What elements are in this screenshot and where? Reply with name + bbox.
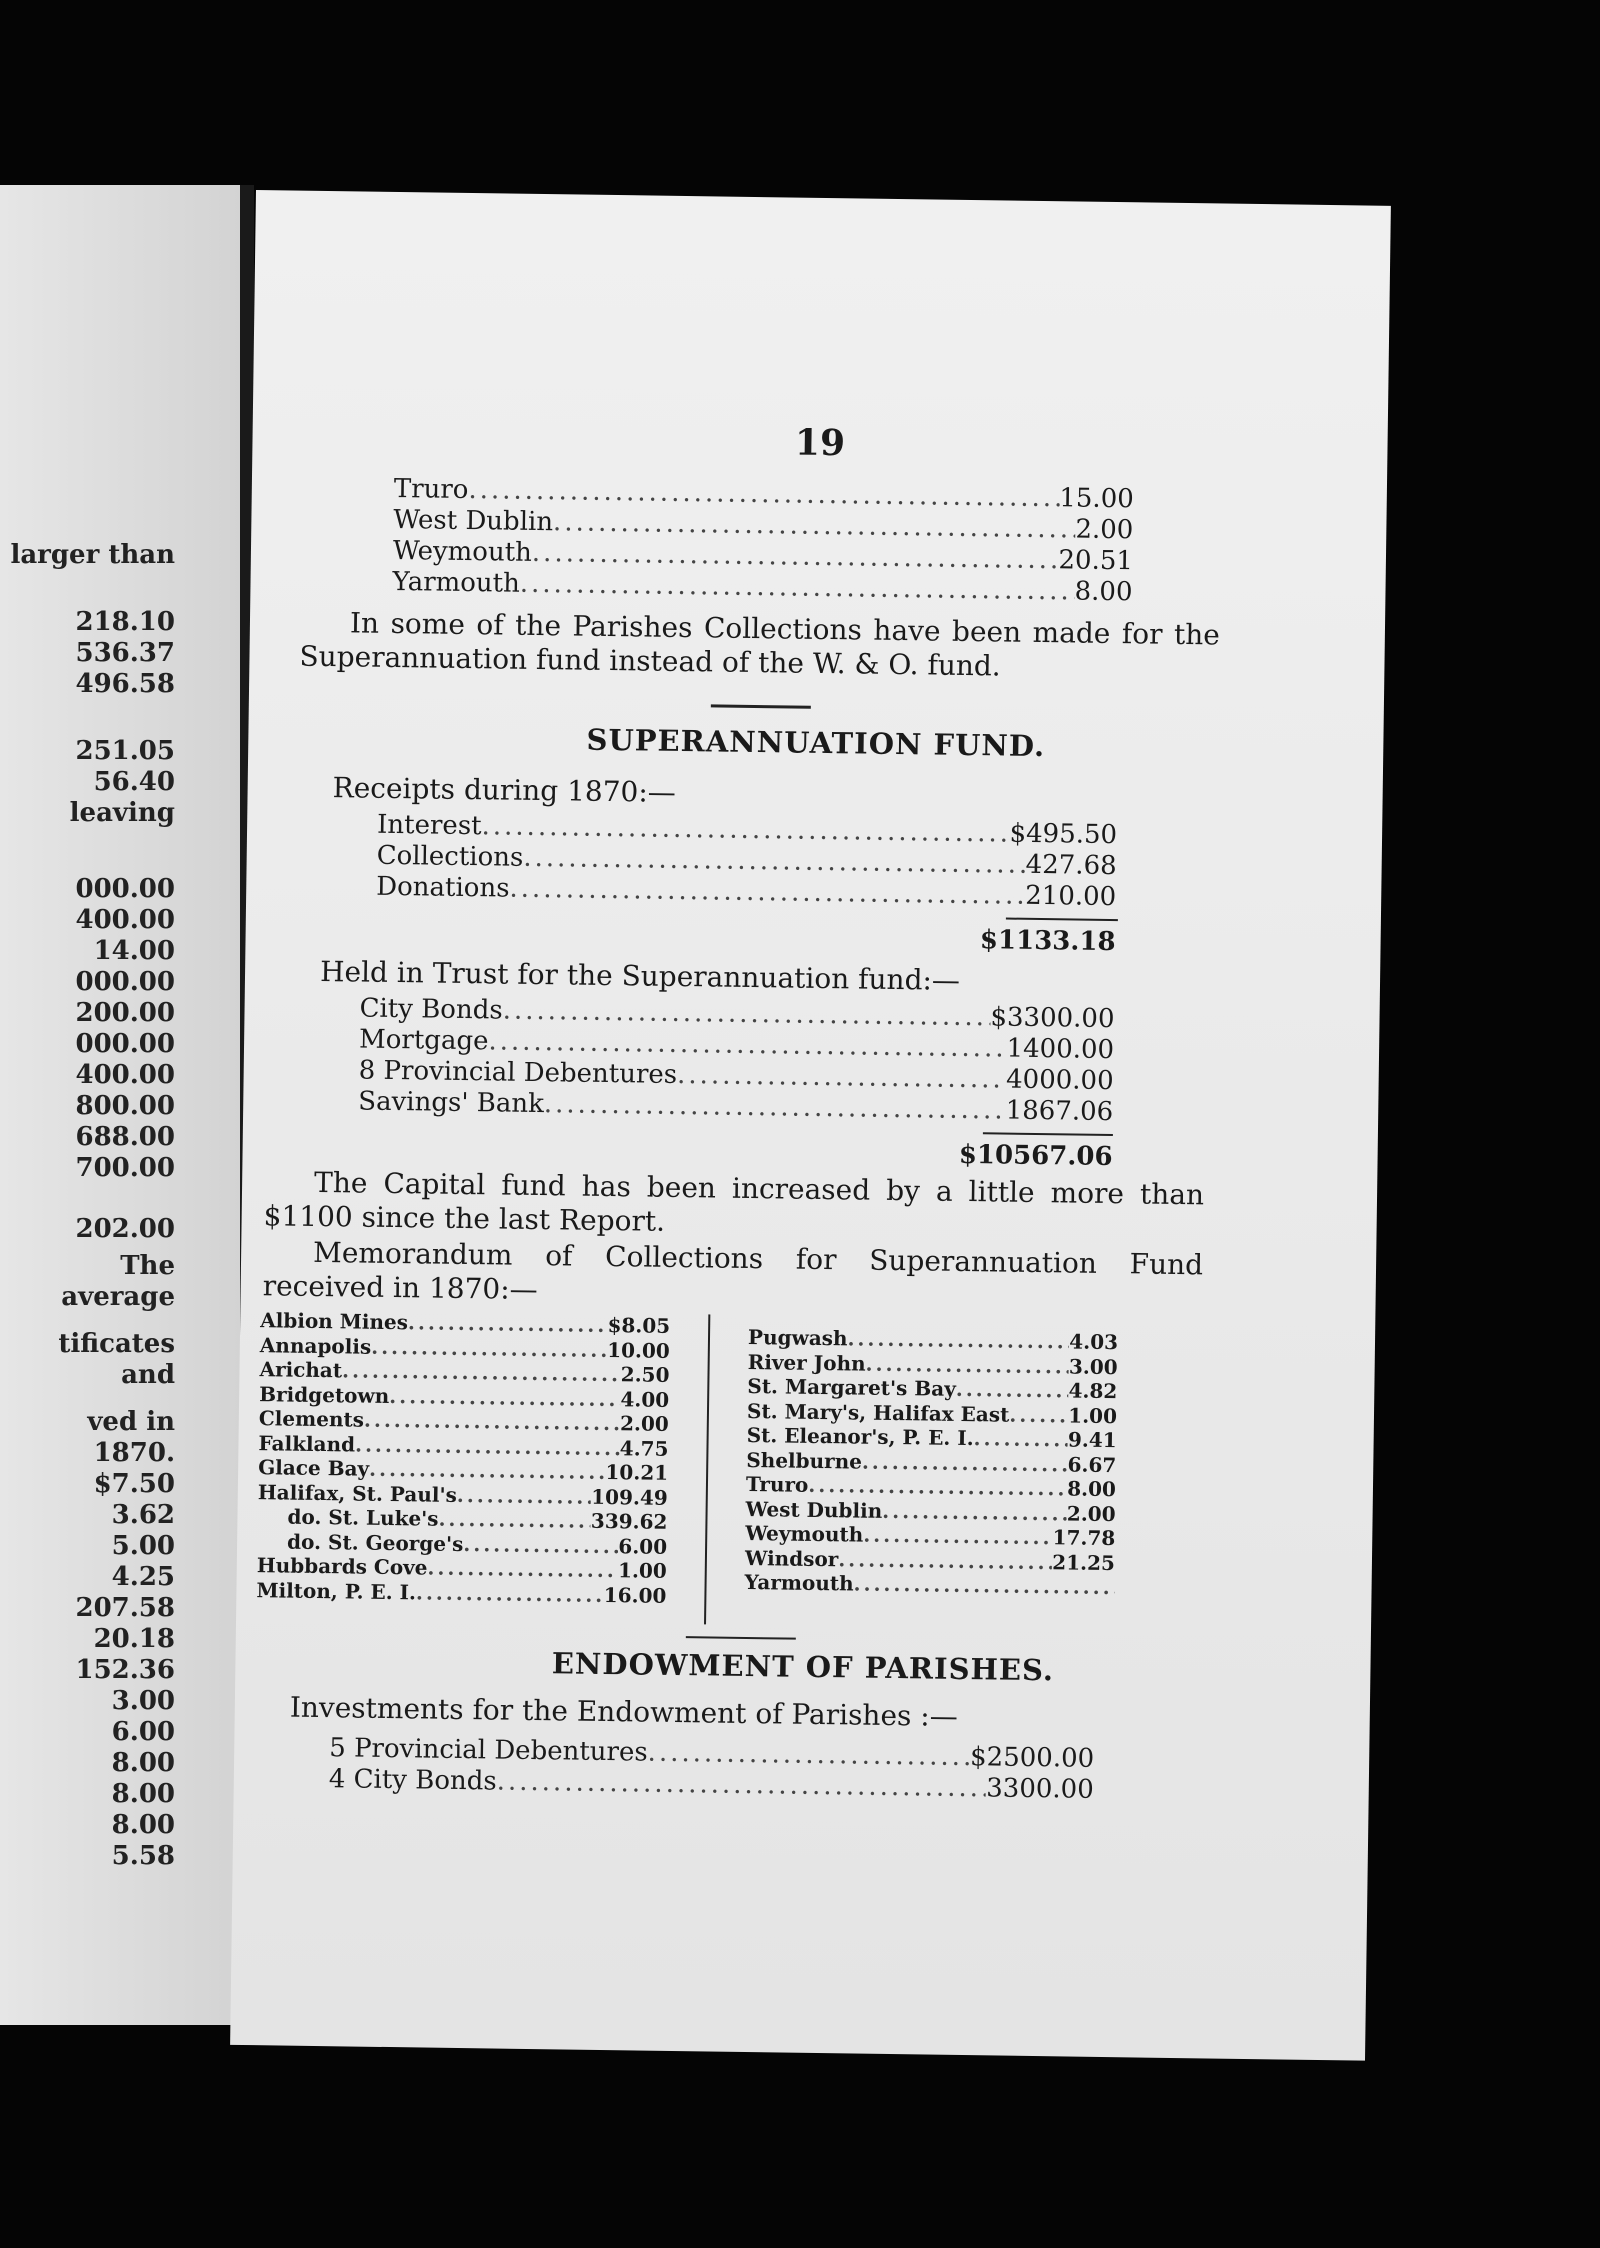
left-line: 496.58: [75, 669, 175, 699]
left-page-text: [0, 540, 175, 1872]
leader-dots: [457, 1482, 592, 1508]
item-amount: 3300.00: [986, 1773, 1094, 1805]
item-label: Yarmouth: [744, 1569, 854, 1596]
memo-right-list: [744, 1325, 1118, 1600]
list-item: [744, 1570, 1114, 1600]
memo-title: Memorandum of Collections for Superannuation Fund received in 1870:—: [262, 1235, 1204, 1307]
item-label: 5 Provincial Debentures: [329, 1733, 648, 1768]
leader-dots: [408, 1310, 608, 1337]
item-label: West Dublin: [745, 1496, 883, 1523]
document-page: [230, 190, 1391, 2061]
left-line: 8.00: [111, 1810, 175, 1840]
column-divider: [704, 1314, 710, 1624]
item-label: Weymouth: [392, 535, 533, 568]
leader-dots: [427, 1556, 618, 1583]
leader-dots: [853, 1571, 1114, 1599]
leader-dots: [956, 1377, 1069, 1403]
item-amount: 4000.00: [1005, 1064, 1114, 1097]
item-amount: 20.51: [1058, 545, 1134, 577]
leader-dots: [389, 1383, 621, 1411]
leader-dots: [544, 1089, 1006, 1126]
left-line: 8.00: [111, 1748, 175, 1778]
left-line: 5.58: [111, 1841, 175, 1871]
left-line: 3.00: [111, 1686, 175, 1716]
item-label: St. Mary's, Halifax East: [746, 1398, 1010, 1427]
item-amount: 21.25: [1052, 1549, 1116, 1575]
leader-dots: [364, 1408, 620, 1436]
item-label: City Bonds: [359, 993, 503, 1026]
left-line: 218.10: [75, 607, 175, 637]
total-rule: [983, 1132, 1113, 1136]
item-label: 4 City Bonds: [328, 1764, 497, 1797]
item-label: 8 Provincial Debentures: [358, 1055, 678, 1090]
item-amount: 6.00: [618, 1533, 668, 1559]
item-amount: 3.00: [1068, 1353, 1118, 1379]
item-amount: 1400.00: [1006, 1033, 1115, 1066]
section-divider: [686, 1636, 796, 1640]
left-line: 536.37: [75, 638, 175, 668]
leader-dots: [808, 1473, 1067, 1501]
leader-dots: [438, 1507, 591, 1534]
left-line: ved in 1870.: [87, 1407, 175, 1468]
leader-dots: [355, 1432, 620, 1460]
item-label: Donations: [376, 871, 510, 904]
item-amount: 8.00: [1067, 1476, 1117, 1502]
item-amount: $3300.00: [990, 1002, 1115, 1035]
endowment-heading: ENDOWMENT OF PARISHES.: [551, 1646, 1055, 1688]
item-amount: 1.00: [1068, 1402, 1118, 1428]
left-line: larger than: [10, 540, 175, 570]
left-line: tificates and: [58, 1329, 175, 1390]
item-amount: 6.67: [1067, 1451, 1117, 1477]
left-line: 000.00: [75, 1029, 175, 1059]
left-line: 207.58: [75, 1593, 175, 1623]
item-amount: 2.00: [1075, 514, 1134, 546]
item-label: Halifax, St. Paul's: [257, 1479, 458, 1507]
item-label: Windsor: [744, 1545, 839, 1571]
item-amount: 10.00: [607, 1337, 671, 1363]
left-line: 688.00: [75, 1122, 175, 1152]
left-line: 200.00: [75, 998, 175, 1028]
item-amount: 10.21: [605, 1460, 669, 1485]
receipts-list: [376, 810, 1117, 913]
item-amount: 4.03: [1069, 1329, 1119, 1355]
item-amount: 15.00: [1059, 483, 1134, 515]
memo-left-list: [256, 1308, 670, 1608]
list-item: [256, 1578, 666, 1608]
leader-dots: [847, 1326, 1069, 1354]
item-amount: 4.00: [620, 1386, 670, 1412]
leader-dots: [647, 1738, 970, 1773]
item-label: Pugwash: [747, 1324, 848, 1351]
leader-dots: [463, 1532, 618, 1559]
item-label: West Dublin: [393, 504, 554, 538]
item-amount: 4.75: [619, 1435, 669, 1461]
item-label: Truro: [745, 1471, 809, 1497]
receipts-title: Receipts during 1870:—: [332, 771, 677, 809]
item-amount: 17.78: [1052, 1525, 1116, 1551]
item-label: Annapolis: [259, 1332, 372, 1359]
item-amount: 427.68: [1025, 849, 1117, 882]
leader-dots: [865, 1351, 1069, 1378]
item-amount: 16.00: [603, 1582, 667, 1608]
item-label: Interest: [376, 809, 482, 842]
item-label: River John: [747, 1349, 866, 1376]
item-amount: 339.62: [590, 1508, 668, 1534]
item-amount: 4.82: [1068, 1378, 1118, 1404]
item-label: St. Eleanor's, P. E. I.: [746, 1422, 974, 1451]
item-label: Arichat: [259, 1357, 343, 1383]
receipts-total: $1133.18: [979, 925, 1116, 958]
leader-dots: [677, 1060, 1006, 1096]
item-label: Albion Mines: [260, 1308, 409, 1335]
left-line: 800.00: [75, 1091, 175, 1121]
left-line: 6.00: [111, 1717, 175, 1747]
left-line: 14.00: [93, 936, 175, 966]
capital-note: The Capital fund has been increased by a little more than $1100 since the last Report.: [263, 1165, 1205, 1238]
item-label: Falkland: [258, 1430, 356, 1457]
endowment-title: Investments for the Endowment of Parishes :—: [289, 1690, 958, 1733]
leader-dots: [369, 1457, 606, 1485]
item-label: Hubbards Cove: [256, 1553, 428, 1580]
item-label: Bridgetown: [259, 1381, 390, 1408]
item-amount: $8.05: [607, 1313, 671, 1338]
item-amount: 210.00: [1025, 880, 1117, 913]
total-rule: [1006, 918, 1118, 922]
item-amount: 8.00: [1074, 576, 1133, 608]
item-label: Glace Bay: [258, 1455, 370, 1481]
item-label: Shelburne: [746, 1447, 863, 1474]
left-line: 3.62: [111, 1500, 175, 1530]
left-line: 20.18: [93, 1624, 175, 1654]
superannuation-heading: SUPERANNUATION FUND.: [586, 722, 1046, 764]
leader-dots: [416, 1580, 604, 1607]
item-amount: 109.49: [591, 1484, 668, 1510]
item-amount: $2500.00: [969, 1742, 1095, 1774]
parishes-note: In some of the Parishes Collections have been made for the Superannuation fund instead of the W. & O. fund.: [299, 606, 1221, 683]
item-label: Mortgage: [358, 1024, 489, 1057]
leader-dots: [509, 874, 1025, 912]
left-line: 700.00: [75, 1153, 175, 1183]
left-line: 202.00: [75, 1214, 175, 1244]
leader-dots: [520, 569, 1075, 608]
item-label: Milton, P. E. I.: [256, 1577, 417, 1604]
left-line: 5.00: [111, 1531, 175, 1561]
leader-dots: [371, 1334, 607, 1362]
left-line: The average: [61, 1251, 175, 1312]
leader-dots: [863, 1523, 1053, 1550]
left-line: 56.40 leaving: [69, 767, 175, 828]
section-divider: [711, 704, 811, 708]
item-label: do. St. George's: [286, 1529, 464, 1556]
item-label: Weymouth: [745, 1520, 864, 1547]
item-label: Collections: [376, 840, 524, 873]
item-amount: 1.00: [617, 1558, 667, 1583]
item-amount: 2.50: [620, 1362, 670, 1387]
item-label: do. St. Luke's: [287, 1504, 439, 1531]
left-line: 4.25: [111, 1562, 175, 1592]
left-line: 000.00: [75, 874, 175, 904]
leader-dots: [882, 1498, 1067, 1525]
trust-total: $10567.06: [958, 1139, 1113, 1173]
top-list: [392, 474, 1134, 608]
trust-title: Held in Trust for the Superannuation fund:—: [319, 954, 961, 997]
item-amount: 1867.06: [1005, 1095, 1114, 1128]
leader-dots: [862, 1449, 1068, 1476]
left-line: 400.00: [75, 905, 175, 935]
page-number: 19: [794, 421, 846, 465]
left-line: 8.00: [111, 1779, 175, 1809]
left-line: 400.00: [75, 1060, 175, 1090]
leader-dots: [1009, 1402, 1068, 1427]
left-line: $7.50: [93, 1469, 175, 1499]
item-amount: $495.50: [1009, 818, 1118, 851]
endowment-list: [329, 1733, 1095, 1806]
item-amount: 2.00: [1066, 1500, 1116, 1526]
item-label: Savings' Bank: [358, 1086, 545, 1120]
leader-dots: [973, 1426, 1068, 1452]
left-line: 152.36: [75, 1655, 175, 1685]
item-label: St. Margaret's Bay: [747, 1373, 957, 1401]
item-label: Clements: [258, 1406, 365, 1432]
left-line: 251.05: [75, 736, 175, 766]
left-line: 000.00: [75, 967, 175, 997]
item-amount: 9.41: [1067, 1427, 1117, 1453]
item-label: Truro: [393, 473, 469, 505]
leader-dots: [838, 1547, 1052, 1574]
leader-dots: [497, 1767, 987, 1805]
item-amount: 2.00: [619, 1411, 669, 1436]
item-label: Yarmouth: [392, 566, 521, 599]
trust-list: [358, 994, 1115, 1129]
